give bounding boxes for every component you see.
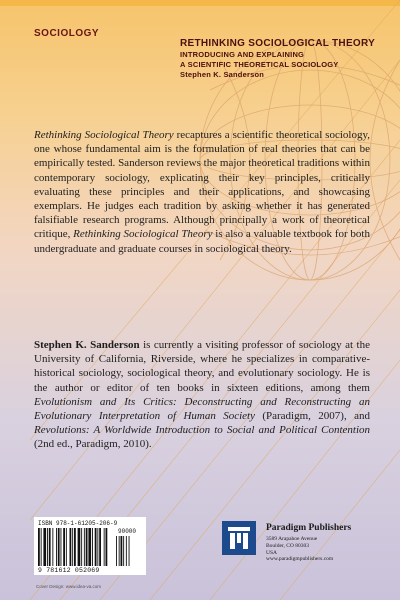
publisher-logo — [222, 521, 256, 555]
book-author: Stephen K. Sanderson — [180, 70, 265, 79]
price-code: 90000 — [118, 528, 137, 535]
author-bio-paragraph — [34, 338, 370, 452]
description-text-b: is also a valuable textbook for both undergraduate and graduate courses in sociological theory. — [34, 228, 370, 255]
subject-tag: SOCIOLOGY — [34, 28, 100, 39]
barcode-bars — [38, 528, 142, 566]
book-subtitle-line2: A SCIENTIFIC THEORETICAL SOCIOLOGY — [180, 60, 339, 69]
bio-author-name: Stephen K. Sanderson — [34, 339, 140, 351]
description-text-a: recaptures a scientific theoretical sociology, one whose fundamental aim is the formulation of real theories that can be empirically tested. Sanderson reviews the major theoretical traditions within contemporary sociology, explicating their key principles, critically evaluating these principles and their applications, and showcasing exemplars. He judges each tradition by asking whether it has generated falsifiable research programs. Although principally a work of theoretical critique, — [34, 129, 370, 241]
description-title-italic-2: Rethinking Sociological Theory — [73, 228, 213, 241]
publisher-address — [266, 536, 333, 563]
bio-text-c: (2nd ed., Paradigm, 2010). — [34, 438, 152, 451]
publisher-block — [222, 517, 392, 577]
bio-book2-title: Revolutions: A Worldwide Introduction to Social and Political Contention — [34, 424, 370, 437]
decorative-lines — [30, 0, 400, 600]
barcode-digits: 9 781612 052069 — [38, 567, 100, 574]
cover-design-credit: Cover Design: www.idea-va.com — [36, 584, 102, 589]
isbn-label: ISBN 978-1-61205-206-9 — [38, 520, 118, 527]
title-block — [180, 38, 390, 80]
bio-text-a: is currently a visiting professor of sociology at the University of California, Riverside, where he specializes in comparative-historical sociology, sociological theory, and evolutionary sociology. He is the author or editor of ten books in sixteen editions, among them — [34, 339, 370, 394]
description-paragraph — [34, 128, 370, 256]
publisher-website: www.paradigmpublishers.com — [266, 556, 334, 563]
book-title: RETHINKING SOCIOLOGICAL THEORY — [180, 38, 376, 49]
bio-book1-title: Evolutionism and Its Critics: Deconstructing and Reconstructing an Evolutionary Interpretation of Human Society — [34, 395, 370, 423]
publisher-address-line1: 3589 Arapahoe Avenue — [266, 536, 318, 542]
bio-text-b: (Paradigm, 2007), and — [254, 410, 370, 423]
top-band — [0, 0, 400, 6]
publisher-address-line3: USA — [266, 549, 278, 556]
publisher-logo-icon — [222, 521, 256, 555]
description-title-italic: Rethinking Sociological Theory — [34, 129, 174, 141]
publisher-address-line2: Boulder, CO 80303 — [266, 542, 310, 549]
publisher-name: Paradigm Publishers — [266, 523, 352, 533]
book-subtitle-line1: INTRODUCING AND EXPLAINING — [180, 50, 305, 59]
barcode-box — [34, 517, 146, 575]
